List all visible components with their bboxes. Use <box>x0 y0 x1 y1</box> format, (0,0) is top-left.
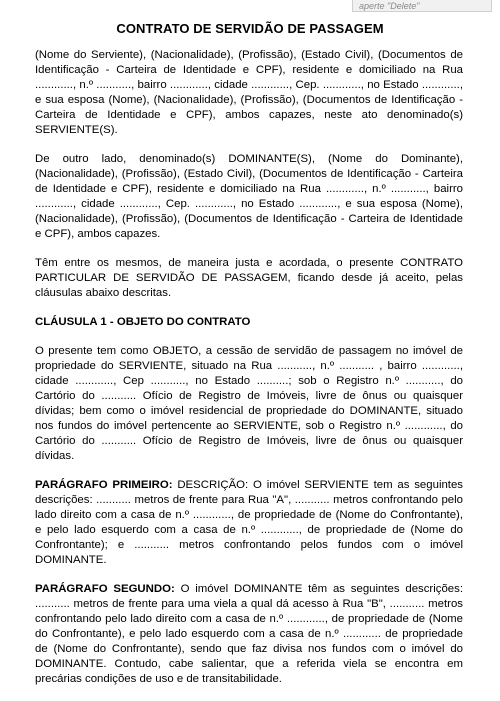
party-serviente-paragraph: (Nome do Serviente), (Nacionalidade), (Profissão), (Estado Civil), (Documentos de Identificação - Carteira de Identidade e CPF), residente e domiciliado na Rua ............, n.º ..........., bairro ............, cidade ............, Cep. ............, no Estado ............, e sua esposa (Nome), (Nacionalidade), (Profissão), (Documentos de Identificação - Carteira de Identidade e CPF), ambos capazes, neste ato denominado(s) SERVIENTE(S). <box>35 49 463 136</box>
paragraph-primeiro-label: PARÁGRAFO PRIMEIRO: <box>35 479 173 491</box>
paragraph-segundo <box>35 582 463 687</box>
paragraph-segundo-label: PARÁGRAFO SEGUNDO: <box>35 583 175 595</box>
party-dominante-paragraph: De outro lado, denominado(s) DOMINANTE(S), (Nome do Dominante), (Nacionalidade), (Profissão), (Estado Civil), (Documentos de Identificação - Carteira de Identidade e CPF), residente e domiciliado na Rua ............, n.º ..........., bairro ............, cidade ............, Cep. ............, no Estado ............, e sua esposa (Nome), (Nacionalidade), (Profissão), (Documentos de Identificação - Carteira de Identidade e CPF), ambos capazes. <box>35 153 463 240</box>
object-paragraph: O presente tem como OBJETO, a cessão de servidão de passagem no imóvel de propriedade do SERVIENTE, situado na Rua ..........., n.º ........... , bairro ............, cidade ............, Cep ..........., no Estado ..........; sob o Registro n.º ..........., do Cartório do ........... Ofício de Registro de Imóveis, livre de ônus ou quaisquer dívidas; bem como o imóvel residencial de propriedade do DOMINANTE, situado nos fundos do imóvel pertencente ao SERVIENTE, sob o Registro n.º ............, do Cartório do ........... Ofício de Registro de Imóveis, livre de ônus ou quaisquer dívidas. <box>35 345 463 462</box>
agreement-paragraph: Têm entre os mesmos, de maneira justa e acordada, o presente CONTRATO PARTICULAR DE SERVIDÃO DE PASSAGEM, ficando desde já aceito, pelas cláusulas abaixo descritas. <box>35 257 463 299</box>
paragraph-segundo-text: O imóvel DOMINANTE têm as seguintes descrições: ........... metros de frente para uma viela a qual dá acesso à Rua "B", ........... metros confrontando pelo lado direito com a casa de n.º ............, de propriedade de (Nome do Confrontante), e pelo lado esquerdo com a casa de n.º ............ de propriedade de (Nome do Confrontante), sendo que faz divisa nos fundos com o imóvel do DOMINANTE. Contudo, cabe salientar, que a referida viela se encontra em precárias condições de uso e de transitabilidade. <box>35 583 463 685</box>
document-body <box>35 48 463 701</box>
paragraph-primeiro <box>35 478 463 568</box>
paragraph-primeiro-text: DESCRIÇÃO: O imóvel SERVIENTE tem as seguintes descrições: ........... metros de frente para Rua "A", ........... metros confrontando pelo lado direito com a casa de n.º ............, de propriedade de (Nome do Confrontante), e pelo lado esquerdo com a casa de n.º ............, de propriedade de (Nome do Confrontante); e ........... metros confrontando pelos fundos com o imóvel DOMINANTE. <box>35 479 464 566</box>
document-title: CONTRATO DE SERVIDÃO DE PASSAGEM <box>116 21 384 36</box>
clause-1-heading: CLÁUSULA 1 - OBJETO DO CONTRATO <box>35 316 251 328</box>
delete-hint: aperte "Delete" <box>352 0 492 12</box>
